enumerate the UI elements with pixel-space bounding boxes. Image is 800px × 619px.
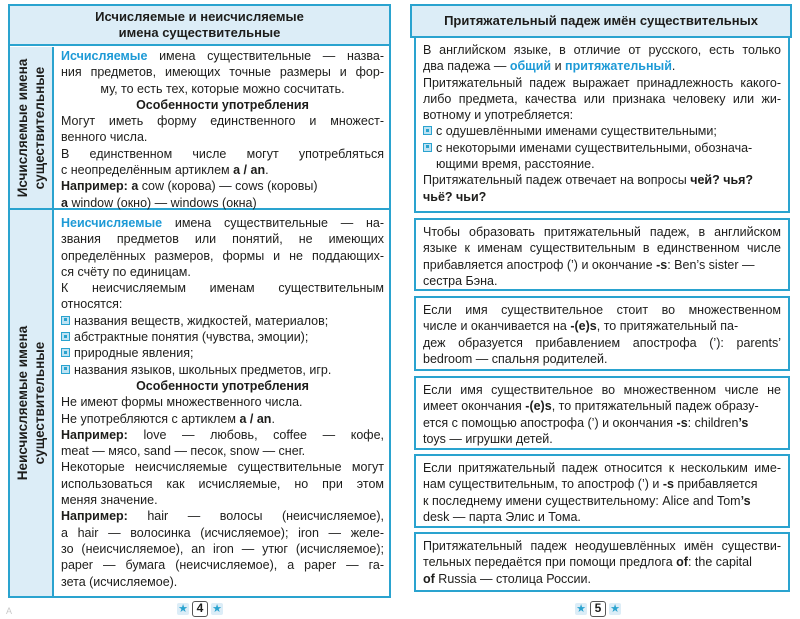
- box2-line-1: Чтобы образовать притяжательный падеж, в английском: [423, 225, 781, 239]
- uncountable-bullet-3: [61, 345, 384, 361]
- countable-example-2: [61, 195, 384, 211]
- uncountable-line-21: paper — бумага (неисчисляемое), a paper — га-: [61, 558, 384, 573]
- uncountable-bullet-4: [61, 362, 384, 378]
- bullet-icon: [61, 316, 70, 325]
- box4-line-3-c: : children: [687, 415, 739, 430]
- rule-box-2: [414, 218, 790, 291]
- countable-line-3: му, то есть тех, которые можно сосчитать.: [100, 81, 345, 96]
- uncountable-line-4: ся счёту по единицам.: [61, 264, 191, 279]
- box4-line-4: toys — игрушки детей.: [423, 431, 553, 446]
- box6-line-2-a: тельных передаётся при помощи предлога: [423, 555, 677, 570]
- box3-line-2-a: числе и оканчивается на: [423, 319, 571, 334]
- box2-line-3-a: прибавляется апостроф (’) и окончание: [423, 257, 657, 272]
- uncountable-line-12-a: Не употребляются с артиклем: [61, 411, 240, 426]
- ending-es: -(e)s: [525, 399, 552, 414]
- star-icon: ★: [610, 603, 620, 615]
- page-number-right: [575, 601, 621, 617]
- term-possessive-case: притяжательный: [565, 59, 672, 74]
- uncountable-bullet-2: [61, 329, 384, 345]
- side-countable-line-2: существительные: [32, 66, 47, 189]
- countable-line-7: В единственном числе могут употребляться: [61, 146, 384, 161]
- uncountable-line-22: зета (исчисляемое).: [61, 574, 178, 589]
- box3-line-3: деж образуется прибавлением апострофа (’): parents’: [423, 335, 781, 350]
- box1-line-2-c: и: [551, 59, 566, 74]
- term-uncountable: Неисчисляемые: [61, 216, 163, 230]
- page-number-left: [177, 601, 223, 617]
- countable-usage-title: Особенности употребления: [136, 97, 309, 112]
- box1-bullet-1-text: с одушевлёнными именами существительными;: [436, 124, 717, 139]
- right-table-header: [412, 6, 790, 36]
- countable-section: [61, 48, 384, 211]
- box3-line-2-c: , то притяжательный па-: [596, 319, 739, 334]
- box1-questions-2: чьё? чьи?: [423, 189, 487, 204]
- box6-line-2: [423, 554, 781, 570]
- rule-box-4: [414, 376, 790, 450]
- box4-line-1: Если имя существительное во множественном числе не: [423, 383, 781, 397]
- uncountable-line-19: [61, 525, 384, 541]
- box4-line-3-a: ется с помощью апострофа (’) и окончания: [423, 415, 677, 430]
- uncountable-bullet-4-text: названия языков, школьных предметов, игр.: [74, 362, 332, 377]
- rule-box-1: [414, 36, 790, 213]
- uncountable-line-2: звания предметов или понятий, не имеющих: [61, 232, 384, 247]
- uncountable-usage-title: Особенности употребления: [136, 378, 309, 393]
- side-label-countable: [10, 47, 54, 208]
- box5-line-1: Если притяжательный падеж относится к нескольким име-: [423, 461, 781, 475]
- countable-line-5: Могут иметь форму единственного и множест-: [61, 114, 384, 129]
- uncountable-example-2: [61, 508, 384, 524]
- box6-line-1: Притяжательный падеж неодушевлённых имён существи-: [423, 539, 781, 553]
- uncountable-line-12: [61, 411, 384, 427]
- preposition-of: of: [676, 555, 688, 570]
- star-icon: ★: [178, 603, 188, 615]
- box5-line-2: [423, 476, 781, 492]
- box5-line-2-a: нам существительным, то апостроф (’) и: [423, 477, 663, 492]
- uncountable-example-1-text: love — любовь, coffee — кофе,: [127, 427, 384, 442]
- box4-line-2-c: , то притяжательный падеж образу-: [551, 399, 759, 414]
- side-uncountable-line-2: существительные: [32, 341, 47, 465]
- countable-line-2: ния предметов, имеющих точные размеры и фор-: [61, 65, 384, 80]
- left-table-header: [10, 6, 389, 46]
- uncountable-bullet-2-text: абстрактные понятия (чувства, эмоции);: [74, 330, 309, 345]
- box3-line-4: bedroom — спальня родителей.: [423, 351, 608, 366]
- box1-bullet-2-text: с некоторыми именами существительными, обознача-: [436, 140, 753, 155]
- box4-line-3: [423, 415, 781, 431]
- right-header-title: Притяжательный падеж имён существительных: [444, 13, 758, 28]
- uncountable-line-16: использоваться как исчисляемые, но при этом: [61, 476, 384, 491]
- uncountable-line-19-a: a hair: [61, 525, 99, 540]
- box4-line-3-d: ’s: [738, 415, 749, 430]
- box5-line-3-a: к последнему имени существительному: Alice and Tom: [423, 493, 741, 508]
- countable-example-1: [61, 178, 384, 194]
- box5-line-2-c: прибавляется: [673, 477, 758, 492]
- corner-mark: А: [6, 606, 13, 616]
- box1-line-8-a: Притяжательный падеж отвечает на вопросы: [423, 173, 691, 188]
- example-label: Например:: [61, 179, 128, 194]
- example-label: Например:: [61, 509, 128, 524]
- uncountable-line-17: меняя значение.: [61, 493, 158, 508]
- countable-line-6: венного числа.: [61, 130, 148, 145]
- rule-box-6: [414, 532, 790, 592]
- countable-example-1-text: cow (корова) — cows (коровы): [141, 179, 318, 194]
- box3-line-1: Если имя существительное стоит во множественном: [423, 303, 781, 317]
- uncountable-bullet-1-text: названия веществ, жидкостей, материалов;: [74, 313, 329, 328]
- countable-line-8-c: .: [265, 163, 269, 178]
- countable-line-8: [61, 162, 384, 178]
- box5-line-3-b: ’s: [740, 493, 751, 508]
- page-number-value: 4: [192, 601, 208, 617]
- bullet-icon: [61, 332, 70, 341]
- box1-bullet-1: [423, 123, 781, 139]
- side-label-uncountable: [10, 210, 54, 596]
- star-icon: ★: [212, 603, 222, 615]
- box1-line-1: В английском языке, в отличие от русского, есть только: [423, 43, 781, 57]
- bullet-icon: [61, 365, 70, 374]
- box1-line-2-a: два падежа —: [423, 59, 510, 74]
- uncountable-section: [61, 215, 384, 590]
- term-countable: Исчисляемые: [61, 49, 148, 63]
- uncountable-line-12-c: .: [271, 411, 275, 426]
- side-uncountable-line-1: Неисчисляемые имена: [15, 325, 30, 481]
- box6-line-3: [423, 571, 781, 587]
- box1-line-4: либо предмета, качества или признака человеку или жи-: [423, 91, 781, 106]
- box1-line-3: Притяжательный падеж выражает принадлежность какого-: [423, 75, 781, 90]
- box1-bullet-2-cont: ющими время, расстояние.: [436, 157, 595, 172]
- box5-line-4: desk — парта Элис и Тома.: [423, 509, 581, 524]
- uncountable-line-1-rest: имена существительные — на-: [162, 216, 384, 230]
- page-number-value: 5: [590, 601, 606, 617]
- uncountable-line-14: meat — мясо, sand — песок, snow — снег.: [61, 444, 306, 459]
- term-common-case: общий: [509, 59, 552, 74]
- left-header-line-1: Исчисляемые и неисчисляемые: [95, 9, 304, 24]
- uncountable-example-2-text: hair — волосы (неисчисляемое),: [127, 509, 384, 524]
- ending-s: -s: [662, 477, 674, 492]
- bullet-icon: [61, 348, 70, 357]
- article-a-an: a / an: [239, 411, 272, 426]
- uncountable-line-11: Не имеют формы множественного числа.: [61, 395, 303, 410]
- uncountable-line-1: [61, 215, 384, 231]
- ending-s: -s: [676, 415, 688, 430]
- box1-bullet-2: [423, 140, 781, 156]
- uncountable-line-15: Некоторые неисчисляемые существительные могут: [61, 460, 384, 475]
- right-page: [400, 0, 800, 619]
- countable-example-1-article: a: [127, 179, 142, 194]
- side-countable-line-1: Исчисляемые имена: [15, 58, 30, 197]
- rule-box-5: [414, 454, 790, 528]
- box2-line-2: языке к именам существительным в единственном числе: [423, 241, 781, 256]
- uncountable-bullet-3-text: природные явления;: [74, 346, 194, 361]
- bullet-icon: [423, 126, 432, 135]
- box1-questions-1: чей? чья?: [690, 173, 754, 188]
- uncountable-line-20: зо (неисчисляемое), an iron — утюг (исчисляемое);: [61, 541, 384, 556]
- box2-line-3-c: : Ben’s sister —: [667, 257, 755, 272]
- uncountable-bullet-1: [61, 313, 384, 329]
- star-icon: ★: [576, 603, 586, 615]
- box4-line-2-a: имеет окончания: [423, 399, 526, 414]
- box3-line-2: [423, 318, 781, 334]
- example-label: Например:: [61, 427, 128, 442]
- uncountable-example-1: [61, 427, 384, 443]
- box1-line-2: [423, 58, 781, 74]
- countable-example-2-article: a: [61, 195, 72, 210]
- uncountable-line-5: К неисчисляемым именам существительным: [61, 281, 384, 296]
- countable-line-1-rest: имена существительные — назва-: [147, 49, 384, 63]
- countable-example-2-text: window (окно) — windows (окна): [71, 195, 257, 210]
- uncountable-line-3: определённых размеров, формы и не поддающих-: [61, 248, 384, 263]
- rule-box-3: [414, 296, 790, 371]
- uncountable-line-19-b: — волосинка (исчисляемое); iron — желе-: [98, 525, 385, 540]
- countable-line-1: [61, 48, 384, 64]
- box4-line-2: [423, 398, 781, 414]
- box6-line-3-b: Russia — столица России.: [434, 571, 591, 586]
- box1-line-8: [423, 172, 781, 188]
- article-a-an: a / an: [233, 163, 266, 178]
- ending-es: -(e)s: [570, 319, 597, 334]
- bullet-icon: [423, 143, 432, 152]
- box6-line-2-c: : the capital: [687, 555, 752, 570]
- box2-line-4: сестра Бэна.: [423, 273, 498, 288]
- countable-line-8-a: с неопределённым артиклем: [61, 163, 234, 178]
- box1-line-2-e: .: [671, 59, 676, 74]
- box2-line-3: [423, 257, 781, 273]
- ending-s: -s: [656, 257, 668, 272]
- box5-line-3: [423, 493, 781, 509]
- uncountable-line-6: относятся:: [61, 297, 123, 312]
- preposition-of: of: [423, 571, 435, 586]
- left-header-line-2: имена существительные: [118, 25, 281, 40]
- box1-line-5: вотному и употребляется:: [423, 108, 574, 123]
